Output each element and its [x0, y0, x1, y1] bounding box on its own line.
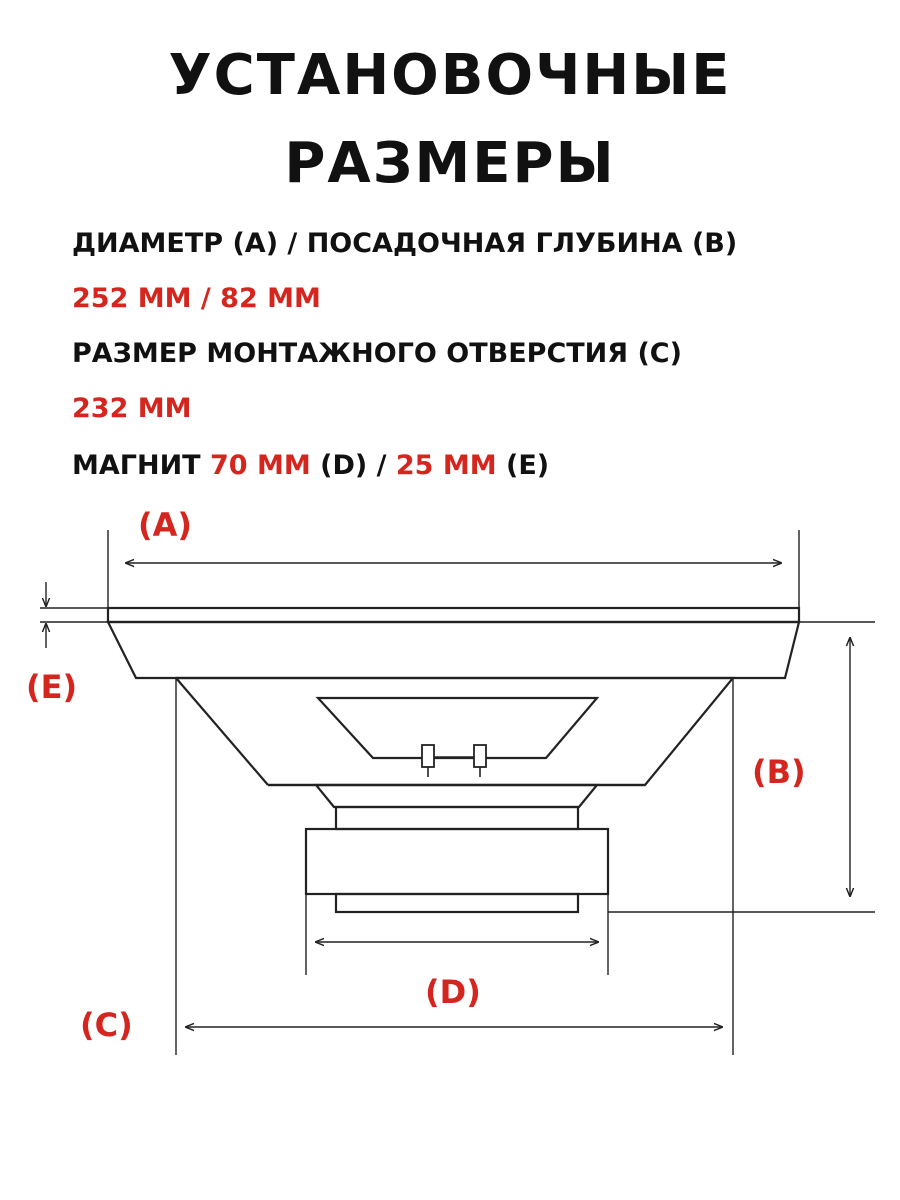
cutout-label: РАЗМЕР МОНТАЖНОГО ОТВЕРСТИЯ (С): [72, 338, 682, 369]
speaker-cone: [318, 698, 597, 758]
magnet-d-suffix: (D) /: [320, 450, 387, 481]
speaker-magnet: [306, 829, 608, 894]
magnet-e-suffix: (E): [506, 450, 550, 481]
magnet-e-value: 25 ММ: [395, 450, 497, 481]
magnet-d-value: 70 ММ: [210, 450, 311, 481]
speaker-back-plate: [336, 894, 578, 912]
speaker-spacer: [336, 807, 578, 829]
label-b: (B): [752, 753, 806, 791]
title-line-1: УСТАНОВОЧНЫЕ: [168, 43, 732, 108]
diameter-depth-label: ДИАМЕТР (А) / ПОСАДОЧНАЯ ГЛУБИНА (В): [72, 228, 738, 259]
label-d: (D): [425, 973, 481, 1011]
label-e: (E): [26, 668, 78, 706]
label-c: (C): [80, 1006, 133, 1044]
terminal-right: [474, 745, 486, 767]
speaker-flange: [108, 608, 799, 622]
speaker-basket: [108, 622, 799, 678]
terminal-left: [422, 745, 434, 767]
label-a: (A): [138, 506, 193, 544]
speaker-top-plate: [316, 785, 597, 807]
speaker-basket-lower: [176, 678, 733, 785]
cutout-value: 232 ММ: [72, 393, 192, 424]
diameter-depth-value: 252 ММ / 82 ММ: [72, 283, 321, 314]
magnet-prefix: МАГНИТ: [72, 450, 201, 481]
title-line-2: РАЗМЕРЫ: [284, 131, 616, 196]
